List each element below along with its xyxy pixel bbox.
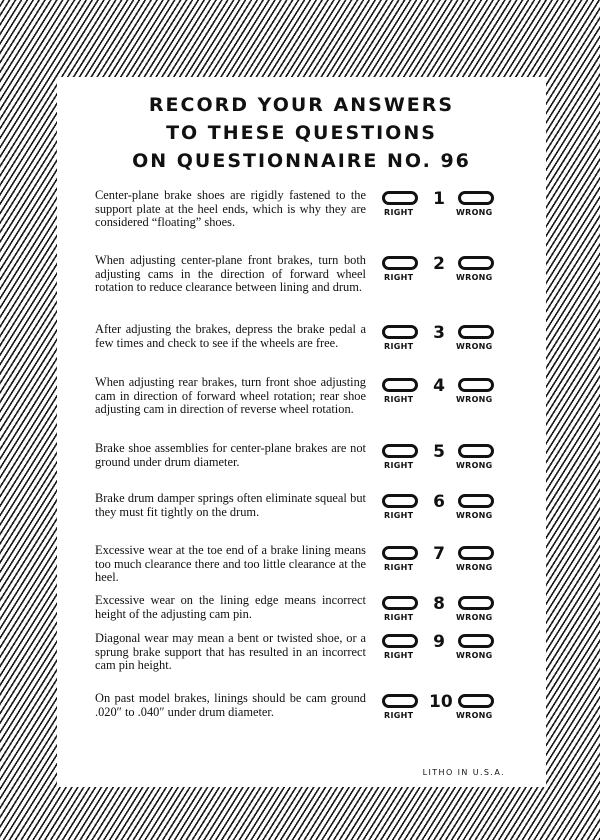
- question-number: 10: [429, 692, 453, 712]
- right-label: RIGHT: [384, 511, 414, 520]
- wrong-answer-oval[interactable]: [458, 596, 494, 610]
- question-number: 3: [433, 323, 445, 343]
- wrong-answer-oval[interactable]: [458, 444, 494, 458]
- question-number: 7: [433, 544, 445, 564]
- right-label: RIGHT: [384, 563, 414, 572]
- right-label: RIGHT: [384, 613, 414, 622]
- wrong-answer-oval[interactable]: [458, 325, 494, 339]
- right-answer-oval[interactable]: [382, 191, 418, 205]
- wrong-label: WRONG: [456, 563, 493, 572]
- wrong-answer-oval[interactable]: [458, 378, 494, 392]
- wrong-label: WRONG: [456, 342, 493, 351]
- question-text: Brake drum damper springs often eliminate squeal but they must fit tightly on the drum.: [95, 491, 366, 519]
- wrong-label: WRONG: [456, 711, 493, 720]
- right-label: RIGHT: [384, 273, 414, 282]
- question-number: 5: [433, 442, 445, 462]
- question-text: Center-plane brake shoes are rigidly fastened to the support plate at the heel ends, which is why they are considered “floating” shoes.: [95, 188, 366, 230]
- page-title: [57, 91, 546, 175]
- wrong-label: WRONG: [456, 511, 493, 520]
- question-text: Brake shoe assemblies for center-plane brakes are not ground under drum diameter.: [95, 441, 366, 469]
- right-label: RIGHT: [384, 461, 414, 470]
- right-label: RIGHT: [384, 651, 414, 660]
- title-line-2: TO THESE QUESTIONS: [166, 122, 437, 144]
- wrong-label: WRONG: [456, 461, 493, 470]
- question-number: 8: [433, 594, 445, 614]
- right-answer-oval[interactable]: [382, 494, 418, 508]
- title-line-1: RECORD YOUR ANSWERS: [148, 94, 455, 116]
- right-label: RIGHT: [384, 711, 414, 720]
- question-number: 6: [433, 492, 445, 512]
- right-answer-oval[interactable]: [382, 634, 418, 648]
- question-text: When adjusting center-plane front brakes, turn both adjusting cams in the direction of forward wheel rotation to reduce clearance between lining and drum.: [95, 253, 366, 295]
- question-text: On past model brakes, linings should be cam ground .020″ to .040″ under drum diameter.: [95, 691, 366, 719]
- wrong-label: WRONG: [456, 613, 493, 622]
- wrong-answer-oval[interactable]: [458, 546, 494, 560]
- right-answer-oval[interactable]: [382, 596, 418, 610]
- question-text: Diagonal wear may mean a bent or twisted shoe, or a sprung brake support that has resulted in an incorrect cam pin height.: [95, 631, 366, 673]
- wrong-label: WRONG: [456, 651, 493, 660]
- wrong-answer-oval[interactable]: [458, 191, 494, 205]
- wrong-answer-oval[interactable]: [458, 634, 494, 648]
- title-line-3: ON QUESTIONNAIRE NO. 96: [132, 150, 471, 172]
- right-answer-oval[interactable]: [382, 444, 418, 458]
- question-number: 4: [433, 376, 445, 396]
- question-text: Excessive wear on the lining edge means incorrect height of the adjusting cam pin.: [95, 593, 366, 621]
- questionnaire-card: [57, 77, 546, 787]
- right-answer-oval[interactable]: [382, 325, 418, 339]
- wrong-label: WRONG: [456, 273, 493, 282]
- wrong-label: WRONG: [456, 395, 493, 404]
- wrong-answer-oval[interactable]: [458, 494, 494, 508]
- question-text: After adjusting the brakes, depress the brake pedal a few times and check to see if the wheels are free.: [95, 322, 366, 350]
- right-label: RIGHT: [384, 208, 414, 217]
- right-answer-oval[interactable]: [382, 256, 418, 270]
- right-label: RIGHT: [384, 395, 414, 404]
- right-answer-oval[interactable]: [382, 378, 418, 392]
- right-answer-oval[interactable]: [382, 546, 418, 560]
- question-text: Excessive wear at the toe end of a brake lining means too much clearance there and too little clearance at the heel.: [95, 543, 366, 585]
- wrong-answer-oval[interactable]: [458, 694, 494, 708]
- printer-imprint: LITHO IN U.S.A.: [422, 768, 505, 777]
- right-answer-oval[interactable]: [382, 694, 418, 708]
- question-number: 2: [433, 254, 445, 274]
- question-text: When adjusting rear brakes, turn front shoe adjusting cam in direction of forward wheel rotation; rear shoe adjusting cam in direction of reverse wheel rotation.: [95, 375, 366, 417]
- wrong-answer-oval[interactable]: [458, 256, 494, 270]
- question-number: 1: [433, 189, 445, 209]
- wrong-label: WRONG: [456, 208, 493, 217]
- question-number: 9: [433, 632, 445, 652]
- right-label: RIGHT: [384, 342, 414, 351]
